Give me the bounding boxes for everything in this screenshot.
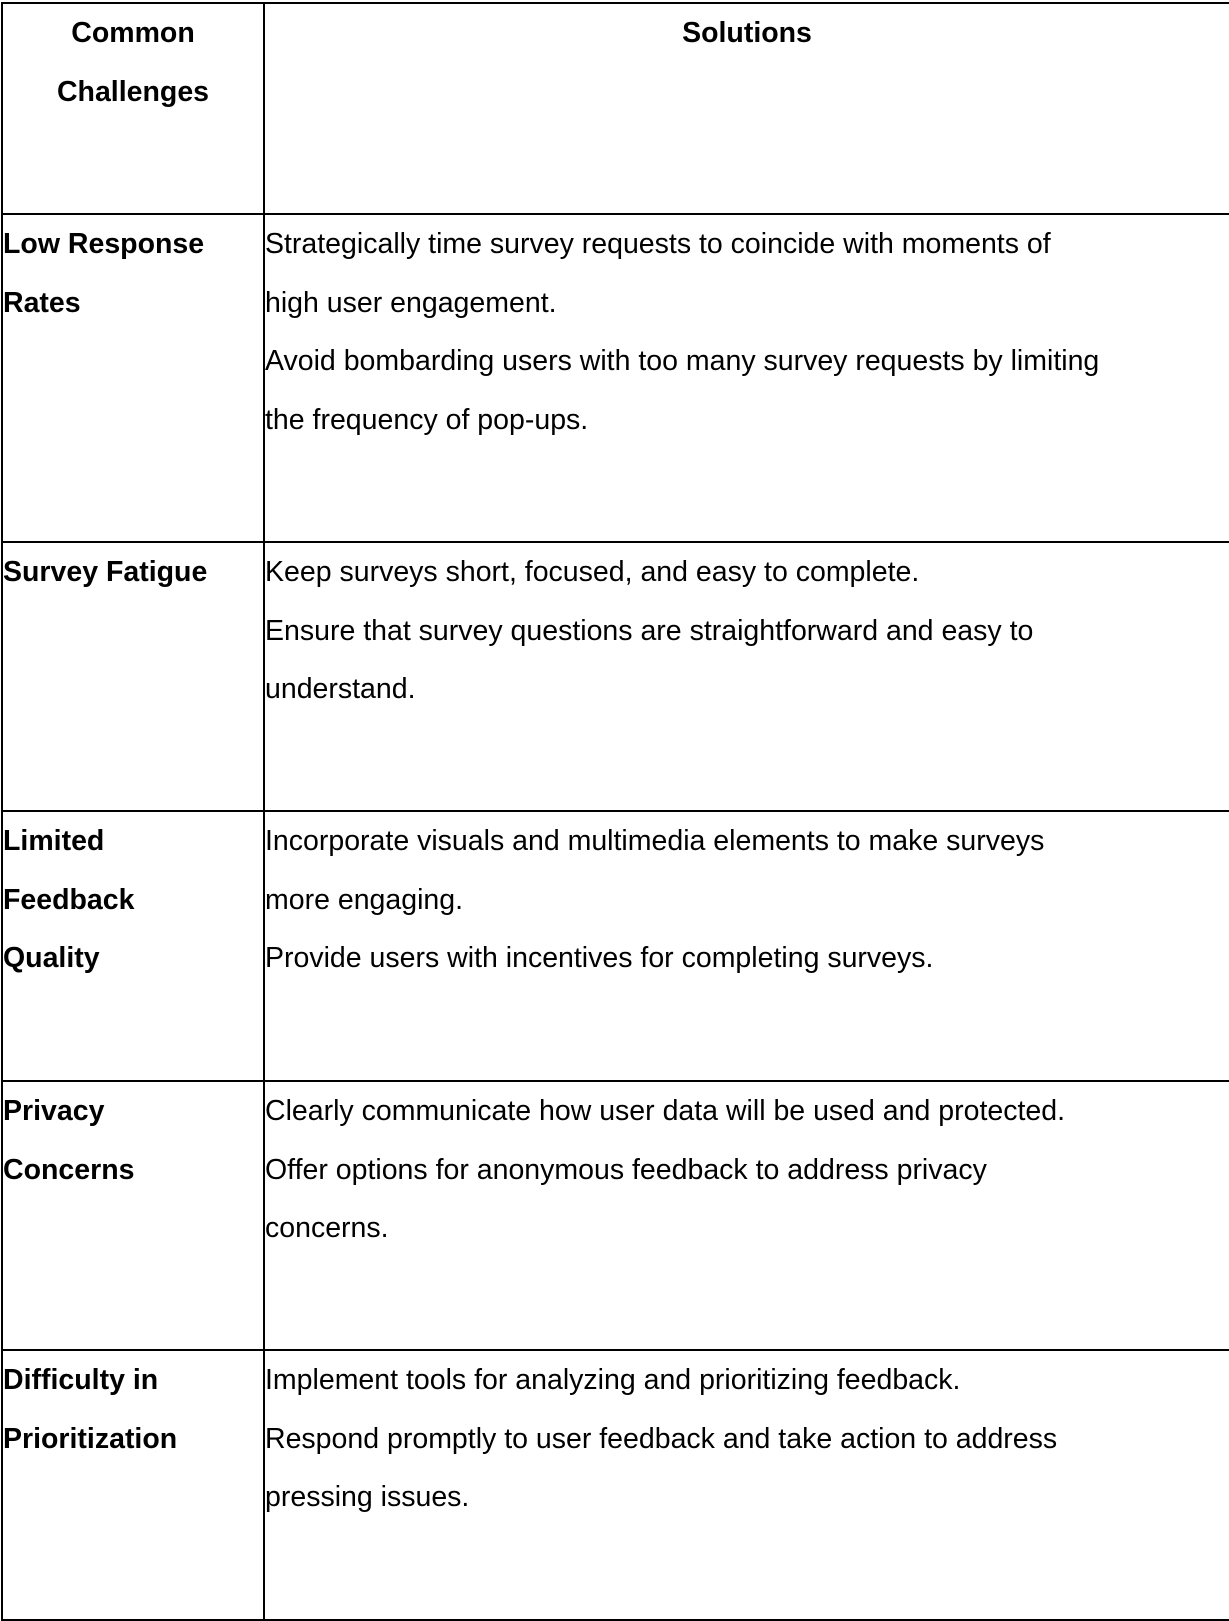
header-challenges-line: Common [71, 17, 195, 49]
solution-line: Implement tools for analyzing and prioritizing feedback. [265, 1364, 961, 1396]
solution-cell [264, 1081, 1229, 1350]
challenge-cell [2, 214, 264, 542]
solution-cell [264, 811, 1229, 1081]
challenge-line: Concerns [3, 1153, 135, 1186]
table-row [2, 214, 1229, 542]
solution-line: high user engagement. [265, 286, 557, 319]
challenges-solutions-table [1, 2, 1229, 1621]
solution-line: Clearly communicate how user data will be used and protected. [265, 1095, 1066, 1127]
challenge-line: Quality [3, 942, 100, 974]
challenge-cell [2, 811, 264, 1081]
header-challenges-line: Challenges [56, 76, 210, 108]
solution-line: Respond promptly to user feedback and take action to address [265, 1422, 1058, 1455]
challenge-line: Privacy [3, 1095, 105, 1127]
table-row [2, 542, 1229, 811]
solution-line: Ensure that survey questions are straightforward and easy to [265, 614, 1034, 647]
challenge-line: Rates [3, 286, 81, 319]
challenge-line: Feedback [3, 883, 135, 916]
solution-line: the frequency of pop-ups. [265, 403, 589, 436]
table-row [2, 811, 1229, 1081]
challenge-line: Prioritization [3, 1422, 178, 1455]
table-row [2, 1350, 1229, 1620]
solution-line: Offer options for anonymous feedback to address privacy [265, 1153, 987, 1186]
header-solutions [264, 3, 1229, 214]
header-solutions-label: Solutions [682, 17, 812, 49]
solution-cell [264, 1350, 1229, 1620]
solution-line: Strategically time survey requests to coincide with moments of [265, 228, 1051, 260]
solution-line: pressing issues. [265, 1481, 470, 1513]
challenge-cell [2, 542, 264, 811]
solution-line: Provide users with incentives for completing surveys. [265, 942, 934, 974]
challenge-cell [2, 1081, 264, 1350]
challenge-line: Low Response [3, 228, 205, 260]
header-row [2, 3, 1229, 214]
solution-line: Keep surveys short, focused, and easy to complete. [265, 556, 920, 588]
solution-line: concerns. [265, 1212, 389, 1244]
table-row [2, 1081, 1229, 1350]
solution-line: more engaging. [265, 883, 464, 916]
solution-line: understand. [265, 673, 416, 705]
solution-line: Avoid bombarding users with too many survey requests by limiting [265, 345, 1100, 377]
challenge-cell [2, 1350, 264, 1620]
solution-cell [264, 214, 1229, 542]
solution-cell [264, 542, 1229, 811]
challenge-line: Survey Fatigue [3, 556, 208, 588]
solution-line: Incorporate visuals and multimedia elements to make surveys [265, 825, 1045, 857]
header-challenges [2, 3, 264, 214]
challenge-line: Limited [3, 825, 105, 857]
challenge-line: Difficulty in [3, 1364, 159, 1396]
